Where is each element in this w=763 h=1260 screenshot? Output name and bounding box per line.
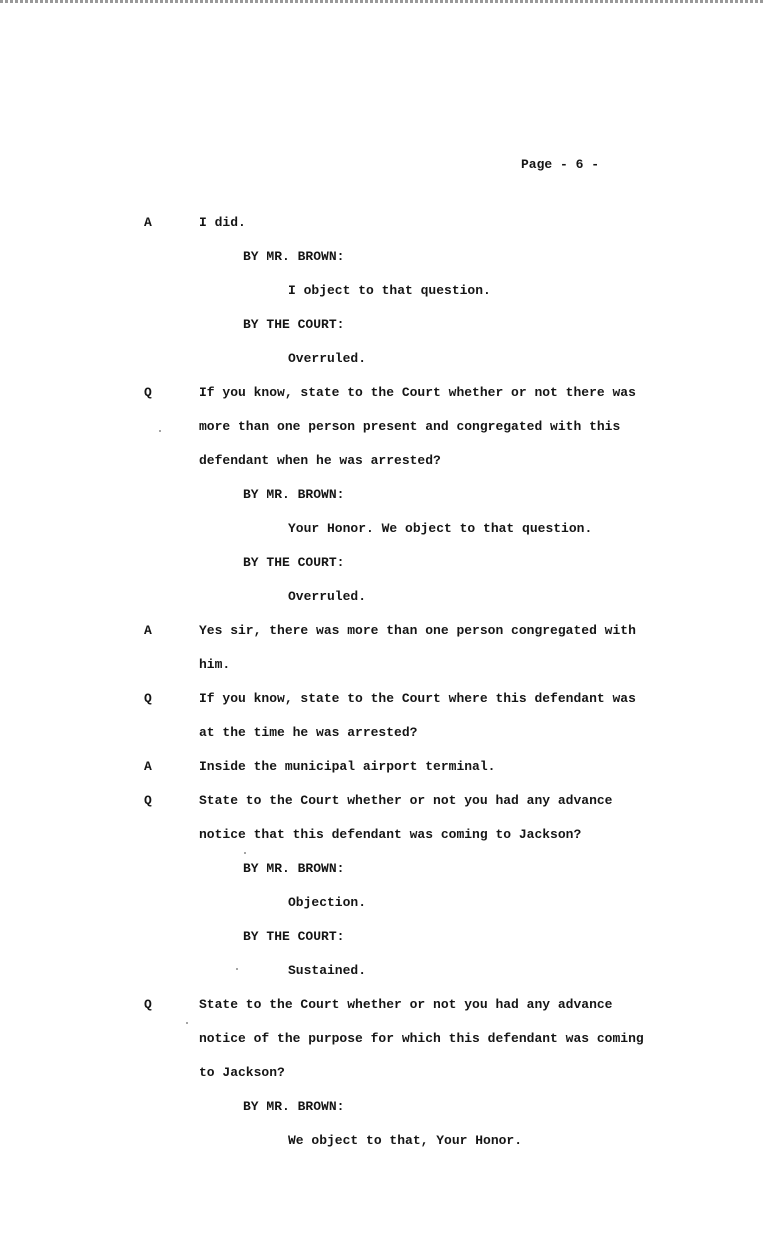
answer-text: Yes sir, there was more than one person congregated with bbox=[199, 623, 636, 638]
speaker-heading: BY THE COURT: bbox=[243, 317, 345, 332]
question-text: defendant when he was arrested? bbox=[199, 453, 441, 468]
question-marker: Q bbox=[144, 793, 152, 808]
speaker-heading: BY MR. BROWN: bbox=[243, 861, 345, 876]
question-marker: Q bbox=[144, 385, 152, 400]
page-number: Page - 6 - bbox=[521, 157, 600, 172]
speaker-statement: Sustained. bbox=[288, 963, 367, 978]
speaker-heading: BY MR. BROWN: bbox=[243, 1099, 345, 1114]
question-text: to Jackson? bbox=[199, 1065, 285, 1080]
scan-speck bbox=[236, 968, 238, 970]
speaker-statement: Your Honor. We object to that question. bbox=[288, 521, 593, 536]
scan-speck bbox=[244, 852, 246, 854]
speaker-statement: Overruled. bbox=[288, 351, 367, 366]
scan-speck bbox=[159, 430, 161, 432]
speaker-statement: Objection. bbox=[288, 895, 367, 910]
question-marker: Q bbox=[144, 997, 152, 1012]
question-text: State to the Court whether or not you had any advance bbox=[199, 793, 613, 808]
answer-text: him. bbox=[199, 657, 231, 672]
question-text: If you know, state to the Court whether or not there was bbox=[199, 385, 636, 400]
question-text: notice of the purpose for which this defendant was coming bbox=[199, 1031, 644, 1046]
speaker-statement: Overruled. bbox=[288, 589, 367, 604]
question-text: notice that this defendant was coming to Jackson? bbox=[199, 827, 582, 842]
speaker-heading: BY MR. BROWN: bbox=[243, 249, 345, 264]
speaker-heading: BY THE COURT: bbox=[243, 929, 345, 944]
answer-marker: A bbox=[144, 623, 152, 638]
speaker-statement: We object to that, Your Honor. bbox=[288, 1133, 523, 1148]
question-text: at the time he was arrested? bbox=[199, 725, 418, 740]
speaker-heading: BY MR. BROWN: bbox=[243, 487, 345, 502]
speaker-statement: I object to that question. bbox=[288, 283, 491, 298]
question-text: more than one person present and congregated with this bbox=[199, 419, 621, 434]
scan-speck bbox=[186, 1022, 188, 1024]
answer-text: I did. bbox=[199, 215, 246, 230]
question-text: If you know, state to the Court where this defendant was bbox=[199, 691, 636, 706]
question-marker: Q bbox=[144, 691, 152, 706]
answer-marker: A bbox=[144, 759, 152, 774]
answer-text: Inside the municipal airport terminal. bbox=[199, 759, 496, 774]
question-text: State to the Court whether or not you had any advance bbox=[199, 997, 613, 1012]
scan-top-edge bbox=[0, 0, 763, 3]
speaker-heading: BY THE COURT: bbox=[243, 555, 345, 570]
answer-marker: A bbox=[144, 215, 152, 230]
